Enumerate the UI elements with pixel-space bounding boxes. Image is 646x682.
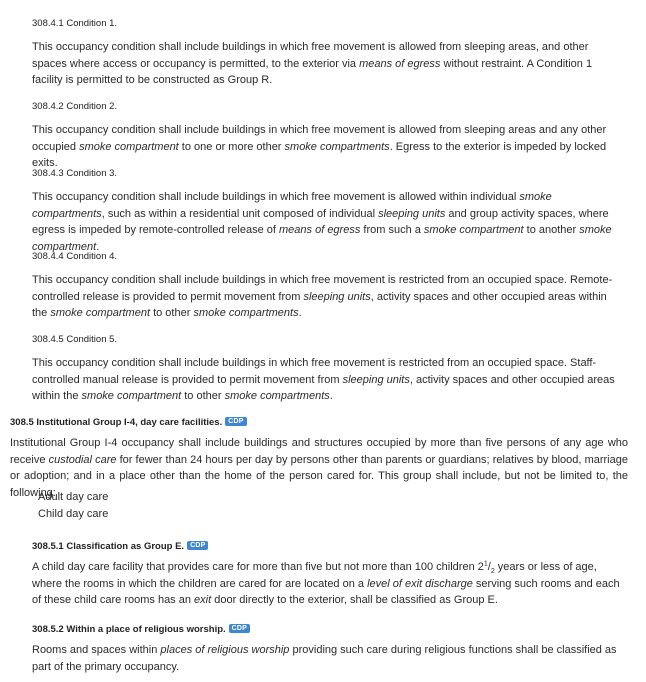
section-body: This occupancy condition shall include buildings in which free movement is restricted from an occupied space. Remote-controlled release is provided to permit movement from sleeping units, activity spaces and other occupied areas within the smoke compartment to other smoke compartments. — [32, 274, 613, 319]
section-heading: 308.4.2 Condition 2. — [32, 101, 118, 112]
defined-term[interactable]: smoke compartments — [284, 140, 390, 153]
section-308-4-3 — [32, 167, 624, 255]
defined-term[interactable]: means of egress — [279, 224, 361, 236]
section-body: This occupancy condition shall include buildings in which free movement is restricted from an occupied space. Staff-controlled manual release is provided to permit movement from sleeping units, activity spaces and other occupied areas within the smoke compartment to other smoke compartments. — [32, 357, 615, 402]
section-heading: 308.5 Institutional Group I-4, day care facilities. CDP — [10, 416, 628, 430]
defined-term[interactable]: smoke compartment — [423, 224, 524, 236]
defined-term[interactable]: smoke compartment — [79, 140, 179, 153]
section-body: This occupancy condition shall include buildings in which free movement is allowed from sleeping areas and any other occupied smoke compartment to one or more other smoke compartments. Egress to the exterior is impeded by locked exits. — [32, 124, 607, 169]
section-heading: 308.4.3 Condition 3. — [32, 168, 118, 179]
defined-term[interactable]: sleeping units — [378, 207, 446, 220]
defined-term[interactable]: smoke compartments — [193, 307, 299, 319]
section-308-4-1 — [32, 17, 622, 89]
cdp-badge[interactable]: CDP — [225, 417, 246, 426]
section-body: Institutional Group I-4 occupancy shall include buildings and structures occupied by more than five persons of any age who receive custodial care for fewer than 24 hours per day by persons other than parents or guardians; relatives by blood, marriage or adoption; and in a place other than the home of the person cared for. This group shall include, but not be limited to, the following: — [10, 437, 628, 499]
defined-term[interactable]: level of exit discharge — [367, 577, 473, 590]
list-item: Child day care — [38, 508, 109, 520]
section-body: This occupancy condition shall include buildings in which free movement is allowed from sleeping areas, and other spaces where access or occupancy is permitted, to the exterior via means of egress without restraint. A Condition 1 facility is permitted to be constructed as Group R. — [32, 41, 593, 86]
defined-term[interactable]: places of religious worship — [160, 644, 290, 656]
list-item: Adult day care — [38, 491, 109, 503]
section-body: Rooms and spaces within places of religious worship providing such care during religious functions shall be classified as part of the primary occupancy. — [32, 644, 617, 673]
section-heading: 308.5.1 Classification as Group E. CDP — [32, 540, 624, 554]
section-308-5-1 — [32, 540, 624, 609]
cdp-badge[interactable]: CDP — [187, 541, 208, 550]
section-308-4-4 — [32, 250, 622, 322]
defined-term[interactable]: means of egress — [359, 57, 441, 70]
defined-term[interactable]: smoke compartments — [32, 191, 552, 220]
defined-term[interactable]: sleeping units — [342, 373, 410, 386]
section-308-5-2 — [32, 623, 626, 675]
section-heading: 308.4.4 Condition 4. — [32, 251, 118, 262]
defined-term[interactable]: smoke compartment — [32, 224, 612, 253]
section-heading: 308.5.2 Within a place of religious worship. CDP — [32, 623, 626, 637]
section-308-4-2 — [32, 100, 622, 172]
occupancy-list — [38, 489, 108, 523]
defined-term[interactable]: smoke compartment — [50, 307, 151, 319]
section-308-4-5 — [32, 333, 624, 405]
defined-term[interactable]: smoke compartment — [81, 390, 182, 402]
defined-term[interactable]: exit — [194, 594, 212, 606]
section-heading: 308.4.5 Condition 5. — [32, 334, 118, 345]
defined-term[interactable]: custodial care — [48, 453, 117, 466]
cdp-badge[interactable]: CDP — [229, 624, 250, 633]
section-heading: 308.4.1 Condition 1. — [32, 18, 118, 29]
section-body: This occupancy condition shall include buildings in which free movement is allowed within individual smoke compartments, such as within a residential unit composed of individual sleeping units and group activity spaces, where egress is impeded by remote-controlled release of means of egress from such a smoke compartment to another smoke compartment. — [32, 191, 612, 253]
defined-term[interactable]: sleeping units — [303, 290, 371, 303]
section-body: A child day care facility that provides care for more than five but not more than 100 children $2^1/_2$ years or less of age, where the rooms in which the children are cared for are located on a level of exit discharge serving such rooms and each of these child care rooms has an exit door directly to the exterior, shall be classified as Group E. — [32, 560, 620, 606]
defined-term[interactable]: smoke compartments — [224, 390, 330, 402]
